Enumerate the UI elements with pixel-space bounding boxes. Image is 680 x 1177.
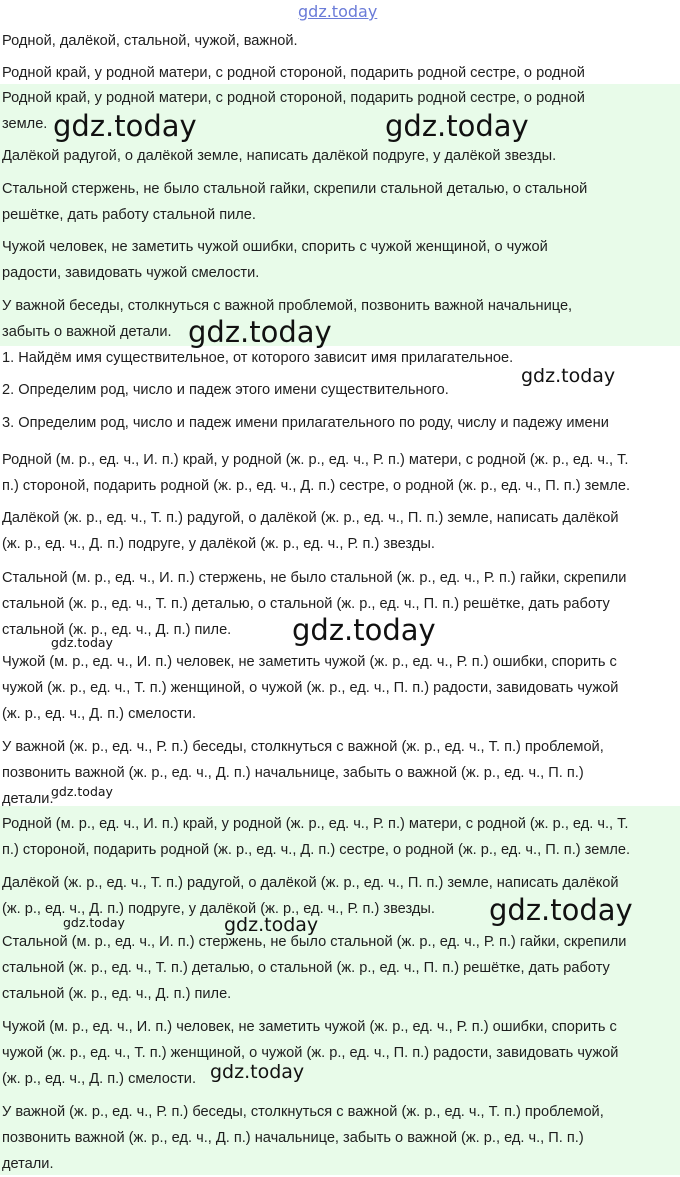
s3-p5-line2: позвонить важной (ж. р., ед. ч., Д. п.) начальнице, забыть о важной (ж. р., ед. ч., П. п.) [2,1130,584,1146]
watermark-10: gdz.today [224,914,319,936]
watermark-9: gdz.today [63,915,125,930]
s2-p5-line2: позвонить важной (ж. р., ед. ч., Д. п.) начальнице, забыть о важной (ж. р., ед. ч., П. п.) [2,765,584,781]
s3-p3-line2: стальной (ж. р., ед. ч., Т. п.) деталью, о стальной (ж. р., ед. ч., П. п.) решётке, дать работу [2,960,610,976]
s1-p1-line2: земле. [2,116,48,132]
watermark-1: gdz.today [53,109,197,143]
watermark-4: gdz.today [521,365,616,387]
s2-p4-line1: Чужой (м. р., ед. ч., И. п.) человек, не заметить чужой (ж. р., ед. ч., Р. п.) ошибки, спорить с [2,654,617,670]
s1-p3-line1: Стальной стержень, не было стальной гайки, скрепили стальной деталью, о стальной [2,181,588,197]
s1-p5-line2: забыть о важной детали. [2,324,172,340]
s3-p4-line1: Чужой (м. р., ед. ч., И. п.) человек, не заметить чужой (ж. р., ед. ч., Р. п.) ошибки, спорить с [2,1019,617,1035]
s2-p4-line3: (ж. р., ед. ч., Д. п.) смелости. [2,706,197,722]
s3-p2-line1: Далёкой (ж. р., ед. ч., Т. п.) радугой, о далёкой (ж. р., ед. ч., П. п.) земле, написать далёкой [2,875,619,891]
s2-p4-line2: чужой (ж. р., ед. ч., Т. п.) женщиной, о чужой (ж. р., ед. ч., П. п.) радости, завидовать чужой [2,680,619,696]
s3-p1-line1: Родной (м. р., ед. ч., И. п.) край, у родной (ж. р., ед. ч., Р. п.) матери, с родной (ж. р., ед. ч., Т. [2,816,629,832]
s1-p2-line1: Далёкой радугой, о далёкой земле, написать далёкой подруге, у далёкой звезды. [2,148,557,164]
watermark-7: gdz.today [51,784,113,799]
s2-p2-line2: (ж. р., ед. ч., Д. п.) подруге, у далёкой (ж. р., ед. ч., Р. п.) звезды. [2,536,435,552]
s3-p3-line3: стальной (ж. р., ед. ч., Д. п.) пиле. [2,986,232,1002]
s1-p1-line1: Родной край, у родной матери, с родной стороной, подарить родной сестре, о родной [2,90,585,106]
step-3: 3. Определим род, число и падеж имени прилагательного по роду, числу и падежу имени [2,415,609,431]
step-1: 1. Найдём имя существительное, от которого зависит имя прилагательное. [2,350,514,366]
s2-p2-line1: Далёкой (ж. р., ед. ч., Т. п.) радугой, о далёкой (ж. р., ед. ч., П. п.) земле, написать далёкой [2,510,619,526]
section1-lead: Родной край, у родной матери, с родной стороной, подарить родной сестре, о родной [2,65,585,81]
s3-p2-line2: (ж. р., ед. ч., Д. п.) подруге, у далёкой (ж. р., ед. ч., Р. п.) звезды. [2,901,435,917]
s3-p3-line1: Стальной (м. р., ед. ч., И. п.) стержень, не было стальной (ж. р., ед. ч., Р. п.) гайки, скрепили [2,934,627,950]
s2-p1-line1: Родной (м. р., ед. ч., И. п.) край, у родной (ж. р., ед. ч., Р. п.) матери, с родной (ж. р., ед. ч., Т. [2,452,629,468]
watermark-2: gdz.today [385,109,529,143]
s1-p4-line1: Чужой человек, не заметить чужой ошибки, спорить с чужой женщиной, о чужой [2,239,548,255]
site-link[interactable]: gdz.today [298,2,378,21]
s2-p5-line3: детали. [2,791,54,807]
s1-p3-line2: решётке, дать работу стальной пиле. [2,207,256,223]
step-2: 2. Определим род, число и падеж этого имени существительного. [2,382,449,398]
s2-p3-line1: Стальной (м. р., ед. ч., И. п.) стержень, не было стальной (ж. р., ед. ч., Р. п.) гайки, скрепили [2,570,627,586]
s3-p4-line2: чужой (ж. р., ед. ч., Т. п.) женщиной, о чужой (ж. р., ед. ч., П. п.) радости, завидовать чужой [2,1045,619,1061]
s2-p3-line3: стальной (ж. р., ед. ч., Д. п.) пиле. [2,622,232,638]
s3-p4-line3: (ж. р., ед. ч., Д. п.) смелости. [2,1071,197,1087]
s2-p5-line1: У важной (ж. р., ед. ч., Р. п.) беседы, столкнуться с важной (ж. р., ед. ч., Т. п.) проблемой, [2,739,604,755]
watermark-6: gdz.today [51,635,113,650]
watermark-3: gdz.today [188,315,332,349]
s1-p4-line2: радости, завидовать чужой смелости. [2,265,260,281]
s2-p3-line2: стальной (ж. р., ед. ч., Т. п.) деталью, о стальной (ж. р., ед. ч., П. п.) решётке, дать работу [2,596,610,612]
s2-p1-line2: п.) стороной, подарить родной (ж. р., ед. ч., Д. п.) сестре, о родной (ж. р., ед. ч., П. п.) земле. [2,478,631,494]
s1-p5-line1: У важной беседы, столкнуться с важной проблемой, позвонить важной начальнице, [2,298,573,314]
watermark-5: gdz.today [292,613,436,647]
task-header: Родной, далёкой, стальной, чужой, важной. [2,33,298,49]
s3-p1-line2: п.) стороной, подарить родной (ж. р., ед. ч., Д. п.) сестре, о родной (ж. р., ед. ч., П. п.) земле. [2,842,631,858]
watermark-8: gdz.today [489,893,633,927]
s3-p5-line3: детали. [2,1156,54,1172]
s3-p5-line1: У важной (ж. р., ед. ч., Р. п.) беседы, столкнуться с важной (ж. р., ед. ч., Т. п.) проблемой, [2,1104,604,1120]
watermark-11: gdz.today [210,1061,305,1083]
